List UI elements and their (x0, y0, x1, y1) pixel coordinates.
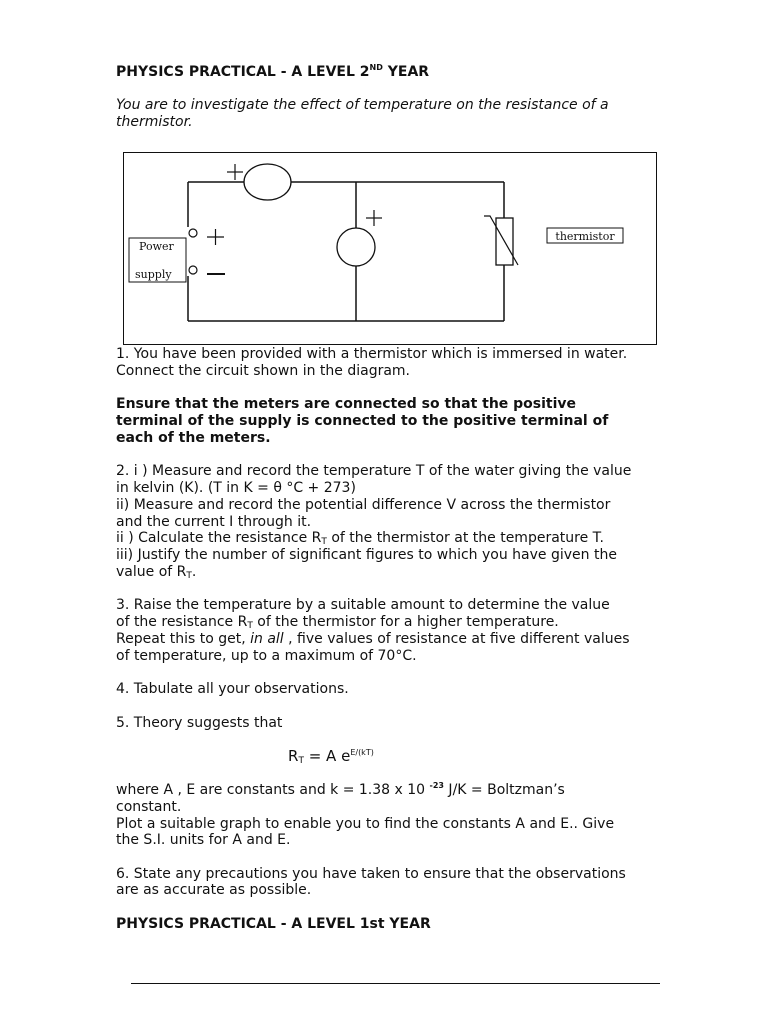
step2-line-7-rest: . (191, 564, 197, 580)
step3-line-1: 3. Raise the temperature by a suitable amount to determine the value (116, 597, 610, 613)
step2-line-7 (116, 564, 196, 581)
equation-exponent: E/(kT) (350, 748, 374, 757)
step5-line-1: 5. Theory suggests that (116, 715, 283, 731)
step5-line-3: constant. (116, 799, 182, 815)
step3-line-4: of temperature, up to a maximum of 70°C. (116, 648, 417, 664)
step5-line-4: Plot a suitable graph to enable you to find the constants A and E.. Give (116, 816, 615, 832)
step2-line-4: and the current I through it. (116, 514, 312, 530)
step2-line-1: 2. i ) Measure and record the temperature T of the water giving the value (116, 463, 632, 479)
step2-line-5-text: ii ) Calculate the resistance R (116, 530, 322, 546)
step5-line-2-rest: J/K = Boltzman’s (443, 782, 565, 798)
step2-line-2: in kelvin (K). (T in K = θ °C + 273) (116, 480, 356, 496)
warning-line-3: each of the meters. (116, 430, 271, 446)
warning-line-1: Ensure that the meters are connected so that the positive (116, 396, 577, 412)
step5-line-2 (116, 782, 565, 799)
step2-line-3: ii) Measure and record the potential difference V across the thermistor (116, 497, 611, 513)
circuit-diagram (123, 152, 657, 345)
power-supply-label-2: supply (135, 268, 172, 281)
section-title-1st-year: PHYSICS PRACTICAL - A LEVEL 1st YEAR (116, 916, 431, 932)
step2-line-6: iii) Justify the number of significant figures to which you have given the (116, 547, 617, 563)
power-supply-label-1: Power (139, 240, 174, 253)
step1-line-2: Connect the circuit shown in the diagram. (116, 363, 411, 379)
page-title (116, 64, 429, 81)
negative-terminal-icon (189, 266, 197, 274)
subscript-t: T (321, 537, 327, 547)
equation-r: R (288, 747, 299, 765)
step5-line-2-text: where A , E are constants and k = 1.38 x 10 (116, 782, 430, 798)
step5-line-5: the S.I. units for A and E. (116, 832, 291, 848)
title-text: PHYSICS PRACTICAL - A LEVEL 2 (116, 64, 370, 80)
step3-line-2-rest: of the thermistor for a higher temperature. (252, 614, 559, 630)
intro-line-1: You are to investigate the effect of temperature on the resistance of a (116, 97, 609, 113)
step4-line-1: 4. Tabulate all your observations. (116, 681, 349, 697)
voltmeter-icon (337, 228, 375, 266)
step2-line-5 (116, 530, 604, 547)
step3-line-2-text: of the resistance R (116, 614, 248, 630)
step3-line-3-rest: , five values of resistance at five different values (283, 631, 630, 647)
subscript-t: T (247, 621, 253, 631)
step1-line-1: 1. You have been provided with a thermistor which is immersed in water. (116, 346, 628, 362)
step2-line-5-rest: of the thermistor at the temperature T. (326, 530, 604, 546)
intro-line-2: thermistor. (116, 114, 193, 130)
title-superscript: ND (369, 63, 383, 72)
ammeter-icon (244, 164, 291, 200)
equation-rhs: = A e (303, 747, 351, 765)
circuit-svg (123, 152, 657, 345)
step6-line-2: are as accurate as possible. (116, 882, 312, 898)
emphasis-in-all: in all (250, 631, 284, 647)
step3-line-3-text: Repeat this to get, (116, 631, 251, 647)
warning-line-2: terminal of the supply is connected to the positive terminal of (116, 413, 609, 429)
positive-terminal-icon (189, 229, 197, 237)
thermistor-label: thermistor (555, 230, 615, 243)
step6-line-1: 6. State any precautions you have taken to ensure that the observations (116, 866, 626, 882)
step3-line-3 (116, 631, 630, 648)
title-suffix: YEAR (382, 64, 430, 80)
equation (288, 748, 374, 765)
subscript-t: T (186, 571, 192, 581)
step3-line-2 (116, 614, 559, 631)
subscript-t: T (298, 756, 304, 766)
step2-line-7-text: value of R (116, 564, 187, 580)
footer-rule (131, 983, 660, 984)
exponent-23: -23 (429, 781, 444, 790)
